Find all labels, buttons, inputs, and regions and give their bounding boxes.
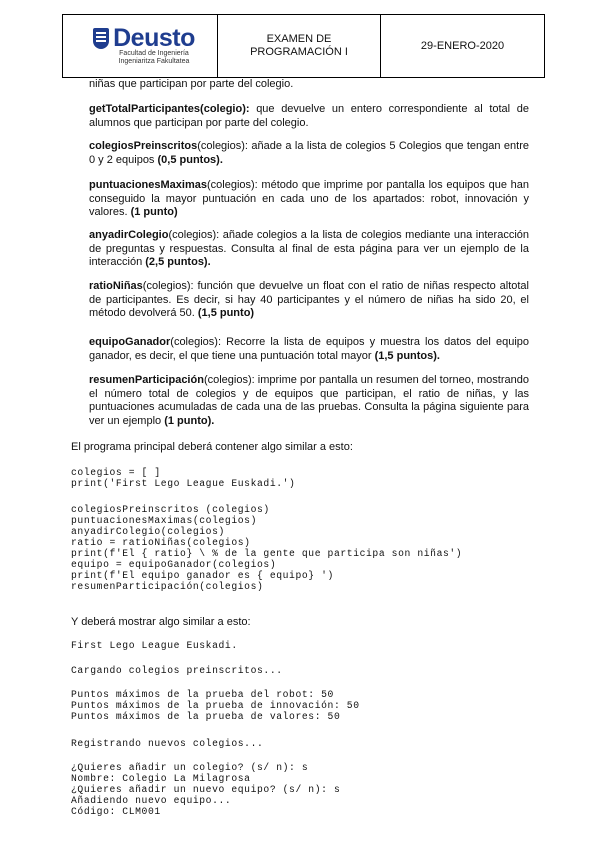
function-args: (colegios) xyxy=(206,179,255,191)
paragraph-text: : Recorre la lista de equipos y muestra los datos del equipo ganador, es decir, el que tiene una puntuación total mayor xyxy=(89,336,529,362)
function-args: (colegios) xyxy=(170,336,218,348)
paragraph-text: : método que imprime por pantalla los equipos que han conseguido la mayor puntuación en cada uno de los apartados: robot, innovación y valores. xyxy=(89,179,529,218)
function-args: (colegios) xyxy=(168,229,217,241)
output-interaction: ¿Quieres añadir un colegio? (s/ n): s Nombre: Colegio La Milagrosa ¿Quieres añadir un nuevo equipo? (s/ n): s Añadiendo nuevo equipo... Código: CLM001 xyxy=(71,762,341,817)
function-name: puntuacionesMaximas xyxy=(89,179,207,191)
points-label: (1 punto). xyxy=(164,414,215,427)
output-registering: Registrando nuevos colegios... xyxy=(71,738,264,749)
output-intro: Y deberá mostrar algo similar a esto: xyxy=(71,616,251,628)
output-max-points: Puntos máximos de la prueba del robot: 50 Puntos máximos de la prueba de innovación: 50 Puntos máximos de la prueba de valores: 50 xyxy=(71,689,360,722)
paragraph-puntuaciones-maximas xyxy=(89,179,529,220)
function-name: ratioNiñas xyxy=(89,280,143,292)
output-loading: Cargando colegios preinscritos... xyxy=(71,665,283,676)
function-name: resumenParticipación xyxy=(89,374,204,386)
paragraph-resumen-participacion xyxy=(89,374,529,428)
paragraph-equipo-ganador xyxy=(89,336,529,363)
function-name: anyadirColegio xyxy=(89,229,169,241)
points-label: (0,5 puntos). xyxy=(157,153,223,166)
exam-header xyxy=(62,14,545,78)
brand-name: Deusto xyxy=(113,24,195,52)
exam-title-line-1: EXAMEN DE xyxy=(266,33,332,45)
paragraph-text: : imprime por pantalla un resumen del torneo, mostrando el número total de colegios y de equipos que participan, el ratio de niñas, y las puntuaciones acumuladas de cada una de las pruebas. Consulta la página siguiente para ver un ejemplo xyxy=(89,374,529,427)
paragraph-ratio-ninas xyxy=(89,280,529,321)
points-label: (1,5 punto) xyxy=(197,307,255,319)
code-main-setup: colegios = [ ] print('First Lego League Euskadi.') xyxy=(71,467,296,489)
paragraph-text: : añade a la lista de colegios 5 Colegios que tengan entre 0 y 2 equipos xyxy=(89,140,529,166)
paragraph-text: : añade colegios a la lista de colegios mediante una interacción de preguntas y respuestas. Consulta al final de esta página para ver un ejemplo de la interacción xyxy=(89,229,529,268)
points-label: (1 punto) xyxy=(130,206,178,218)
function-name: colegiosPreinscritos xyxy=(89,140,198,152)
paragraph-text: : función que devuelve un float con el ratio de niñas respecto altotal de participantes. Es decir, si hay 40 participantes y el número de niñas ha sido 20, el método devolverá 50. xyxy=(89,280,529,319)
paragraph-get-total-participantes xyxy=(89,103,529,130)
code-main-calls: colegiosPreinscritos (colegios) puntuacionesMaximas(colegios) anyadirColegio(colegios) ratio = ratioNiñas(colegios) print(f'El { ratio} \ % de la gente que participa son niñas') equipo = equipoGanador(colegios) print(f'El equipo ganador es { equipo} ') resumenParticipación(colegios) xyxy=(71,504,463,592)
points-label: (2,5 puntos). xyxy=(145,256,211,268)
exam-title-cell xyxy=(218,15,381,77)
faculty-line-1: Facultad de Ingeniería xyxy=(119,50,189,57)
faculty-line-2: Ingeniaritza Fakultatea xyxy=(118,58,190,65)
function-args: (colegios) xyxy=(197,140,245,152)
paragraph-text: niñas que participan por parte del colegio. xyxy=(89,78,294,90)
function-args: (colegios) xyxy=(203,374,252,386)
points-label: (1,5 puntos). xyxy=(374,349,440,362)
exam-date: 29-ENERO-2020 xyxy=(420,40,505,52)
main-program-intro: El programa principal deberá contener algo similar a esto: xyxy=(71,441,353,453)
deusto-shield-icon xyxy=(93,28,109,49)
paragraph-text: que devuelve un entero correspondiente al total de alumnos que participan por parte del colegio. xyxy=(89,103,529,129)
function-args: (colegios) xyxy=(142,280,191,292)
logo-cell xyxy=(63,15,218,77)
paragraph-continuation xyxy=(89,78,529,92)
deusto-logo xyxy=(93,26,195,50)
paragraph-anyadir-colegio xyxy=(89,229,529,270)
paragraph-colegios-preinscritos xyxy=(89,140,529,167)
function-name: equipoGanador xyxy=(89,336,171,348)
exam-title-line-2: PROGRAMACIÓN I xyxy=(250,46,348,58)
exam-date-cell xyxy=(381,15,544,77)
output-title: First Lego League Euskadi. xyxy=(71,640,238,651)
function-name: getTotalParticipantes(colegio): xyxy=(89,103,250,115)
